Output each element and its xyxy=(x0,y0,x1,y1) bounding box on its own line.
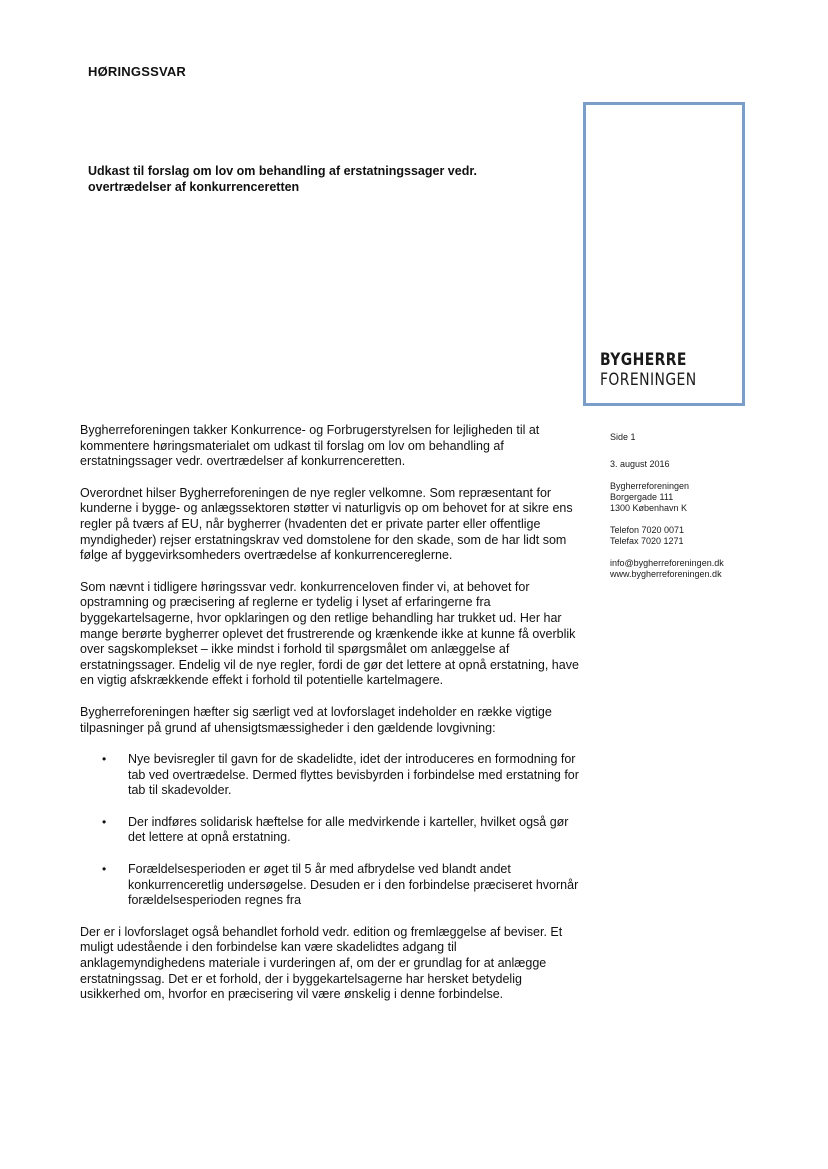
bullet-list xyxy=(80,752,585,909)
logo-line-2: FORENINGEN xyxy=(600,370,697,390)
org-name: Bygherreforeningen xyxy=(610,481,690,491)
city-address: 1300 København K xyxy=(610,503,688,513)
bullet-icon: • xyxy=(102,814,107,829)
paragraph-4: Bygherreforeningen hæfter sig særligt ved at lovforslaget indeholder en række vigtige tilpasninger på grund af uhensigtsmæssigheder i den gældende lovgivning: xyxy=(80,704,552,735)
list-item-text: Nye bevisregler til gavn for de skadelidte, idet der introduceres en formodning for tab ved overtrædelse. Dermed flyttes bevisbyrden i forbindelse med erstatning for tab til skadevolder. xyxy=(128,752,579,798)
paragraph-2: Overordnet hilser Bygherreforeningen de nye regler velkomne. Som repræsentant for kunderne i bygge- og anlægssektoren støtter vi naturligvis op om behovet for at sikre ens regler på tværs af EU, når bygherrer (hvadenten det er private parter eller offentlige myndigheder) rejser erstatningskrav ved domstolene for den skade, som de har lidt som følge af byggevirksomheders overtrædelse af konkurrencereglerne. xyxy=(80,485,573,563)
list-item-text: Der indføres solidarisk hæftelse for alle medvirkende i karteller, hvilket også gør det lettere at opnå erstatning. xyxy=(128,814,569,845)
logo-line-1: BYGHERRE xyxy=(600,350,687,370)
phone-block xyxy=(610,525,790,547)
email-address: info@bygherreforeningen.dk xyxy=(610,558,724,568)
bullet-icon: • xyxy=(102,752,107,767)
document-date: 3. august 2016 xyxy=(610,459,670,469)
paragraph-5: Der er i lovforslaget også behandlet forhold vedr. edition og fremlæggelse af beviser. Et muligt udestående i den forbindelse kan være skadelidtes adgang til anklagemyndighedens materiale i vurderingen af, om der er grundlag for at anlægge erstatningssag. Det er et forhold, der i byggekartelsagerne har hersket betydelig usikkerhed om, hvorfor en præcisering vil være ønskelig i denne forbindelse. xyxy=(80,924,563,1002)
letter-body xyxy=(80,423,585,1019)
phone-number: Telefon 7020 0071 xyxy=(610,525,685,535)
paragraph-3: Som nævnt i tidligere høringssvar vedr. konkurrenceloven finder vi, at behovet for opstramning og præcisering af reglerne er tydelig i lyset af erfaringerne fra byggekartelsagerne, hvor opklaringen og den retlige behandling har trukket ud. Her har mange berørte bygherrer oplevet det frustrerende og krænkende ikke at kunne få overblik over sagskomplekset – ikke mindst i forhold til spørgsmålet om anlæggelse af erstatningssager. Endelig vil de nye regler, fordi de gør det lettere at opnå erstatning, have en vigtig afskrækkende effekt i forhold til potentielle kartelmagere. xyxy=(80,579,579,688)
list-item xyxy=(80,815,585,846)
bullet-icon: • xyxy=(102,862,107,877)
organization-logo xyxy=(600,350,697,390)
website-address: www.bygherreforeningen.dk xyxy=(610,569,722,579)
address-block xyxy=(610,481,790,514)
sender-info-sidebar xyxy=(610,432,790,591)
paragraph-1: Bygherreforeningen takker Konkurrence- og Forbrugerstyrelsen for lejligheden til at kommentere høringsmaterialet om udkast til forslag om lov om behandling af erstatningssager vedr. overtrædelser af konkurrenceretten. xyxy=(80,423,540,469)
contact-block xyxy=(610,558,790,580)
document-heading: HØRINGSSVAR xyxy=(88,64,187,79)
list-item xyxy=(80,752,585,799)
street-address: Borgergade 111 xyxy=(610,492,674,502)
document-subject: Udkast til forslag om lov om behandling af erstatningssager vedr. overtrædelser af konkurrenceretten xyxy=(88,164,477,194)
list-item xyxy=(80,862,585,909)
list-item-text: Forældelsesperioden er øget til 5 år med afbrydelse ved blandt andet konkurrenceretlig undersøgelse. Desuden er i den forbindelse præciseret hvornår forældelsesperioden regnes fra xyxy=(128,862,579,908)
fax-number: Telefax 7020 1271 xyxy=(610,536,684,546)
page-number: Side 1 xyxy=(610,432,636,442)
logo-frame xyxy=(583,102,745,406)
